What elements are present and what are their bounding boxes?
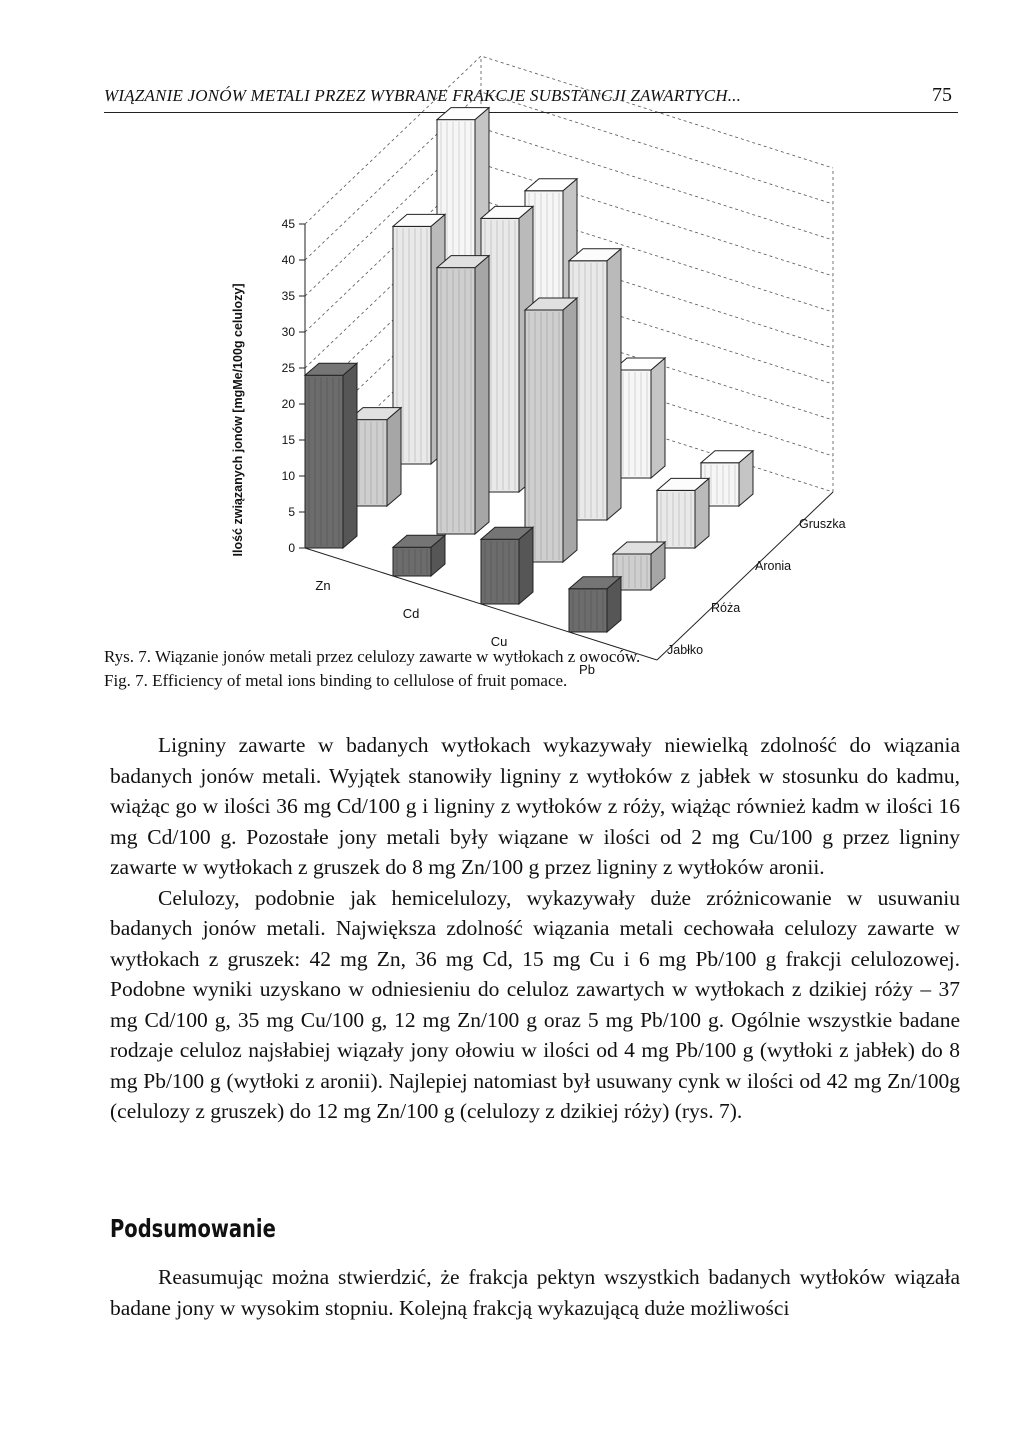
section-heading: Podsumowanie — [110, 1214, 276, 1243]
y-tick-label: 0 — [288, 541, 295, 555]
y-tick-label: 25 — [281, 361, 295, 375]
y-tick-label: 40 — [281, 253, 295, 267]
bar — [569, 577, 621, 632]
y-tick-label: 10 — [281, 469, 295, 483]
category-label: Zn — [315, 578, 331, 593]
series-label: Jabłko — [667, 643, 704, 657]
bar — [305, 363, 357, 548]
paragraph: Celulozy, podobnie jak hemicelulozy, wykazywały duże zróżnicowanie w usuwaniu badanych jonów metali. Największa zdolność wiązania metali cechowała celulozy zawarte w wytłokach z gruszek: 42 mg Zn, 36 mg Cd, 15 mg Cu i 6 mg Pb/100 g frakcji celulozowej. Podobne wyniki uzyskano w odniesieniu do celuloz zawartych w wytłokach z dzikiej róży – 37 mg Cd/100 g, 35 mg Cu/100 g, 12 mg Zn/100 g oraz 5 mg Pb/100 g. Ogólnie wszystkie badane rodzaje celuloz najsłabiej wiązały jony ołowiu w ilości od 4 mg Pb/100 g (wytłoki z jabłek) do 8 mg Pb/100 g (wytłoki z aronii). Najlepiej natomiast był usuwany cynk w ilości od 42 mg Zn/100g (celulozy z gruszek) do 12 mg Zn/100 g (celulozy z dzikiej róży) (rys. 7). — [110, 885, 960, 1123]
y-tick-label: 30 — [281, 325, 295, 339]
paragraph: Reasumując można stwierdzić, że frakcja pektyn wszystkich badanych wytłoków wiązała badane jony w wysokim stopniu. Kolejną frakcją wykazującą duże możliwości — [110, 1265, 960, 1320]
paragraph: Ligniny zawarte w badanych wytłokach wykazywały niewielką zdolność do wiązania badanych jonów metali. Wyjątek stanowiły ligniny z wytłoków z jabłek w stosunku do kadmu, wiążąc go w ilości 36 mg Cd/100 g i ligniny z wytłoków z róży, wiążąc również kadm w ilości 16 mg Cd/100 g. Pozostałe jony metali były wiązane w ilości od 2 mg Cu/100 g przez ligniny zawarte w wytłokach z gruszek do 8 mg Zn/100 g przez ligniny z wytłoków aronii. — [110, 733, 960, 879]
figure-caption-pl: Rys. 7. Wiązanie jonów metali przez celulozy zawarte w wytłokach z owoców. — [104, 647, 641, 666]
y-tick-label: 20 — [281, 397, 295, 411]
bar — [657, 478, 709, 548]
y-tick-label: 45 — [281, 217, 295, 231]
y-tick-label: 5 — [288, 505, 295, 519]
y-axis-title: Ilość związanych jonów [mgMe/100g celulozy] — [231, 283, 245, 557]
y-tick-label: 15 — [281, 433, 295, 447]
running-title: WIĄZANIE JONÓW METALI PRZEZ WYBRANE FRAKCJE SUBSTANCJI ZAWARTYCH... — [104, 86, 742, 105]
page-number: 75 — [932, 84, 952, 106]
chart-bars — [305, 108, 753, 632]
figure-caption-en: Fig. 7. Efficiency of metal ions binding to cellulose of fruit pomace. — [104, 671, 568, 690]
body-text — [110, 730, 960, 1127]
series-label: Aronia — [755, 559, 792, 573]
page-header — [104, 82, 958, 113]
series-label: Róża — [711, 601, 741, 615]
bar — [525, 298, 577, 562]
y-tick-label: 35 — [281, 289, 295, 303]
category-label: Pb — [579, 662, 595, 677]
body-text-continued — [110, 1262, 960, 1323]
bar — [481, 527, 533, 604]
category-label: Cd — [402, 606, 420, 621]
category-label: Cu — [490, 634, 508, 649]
bar — [393, 535, 445, 576]
series-label: Gruszka — [799, 517, 846, 531]
bar — [437, 256, 489, 534]
